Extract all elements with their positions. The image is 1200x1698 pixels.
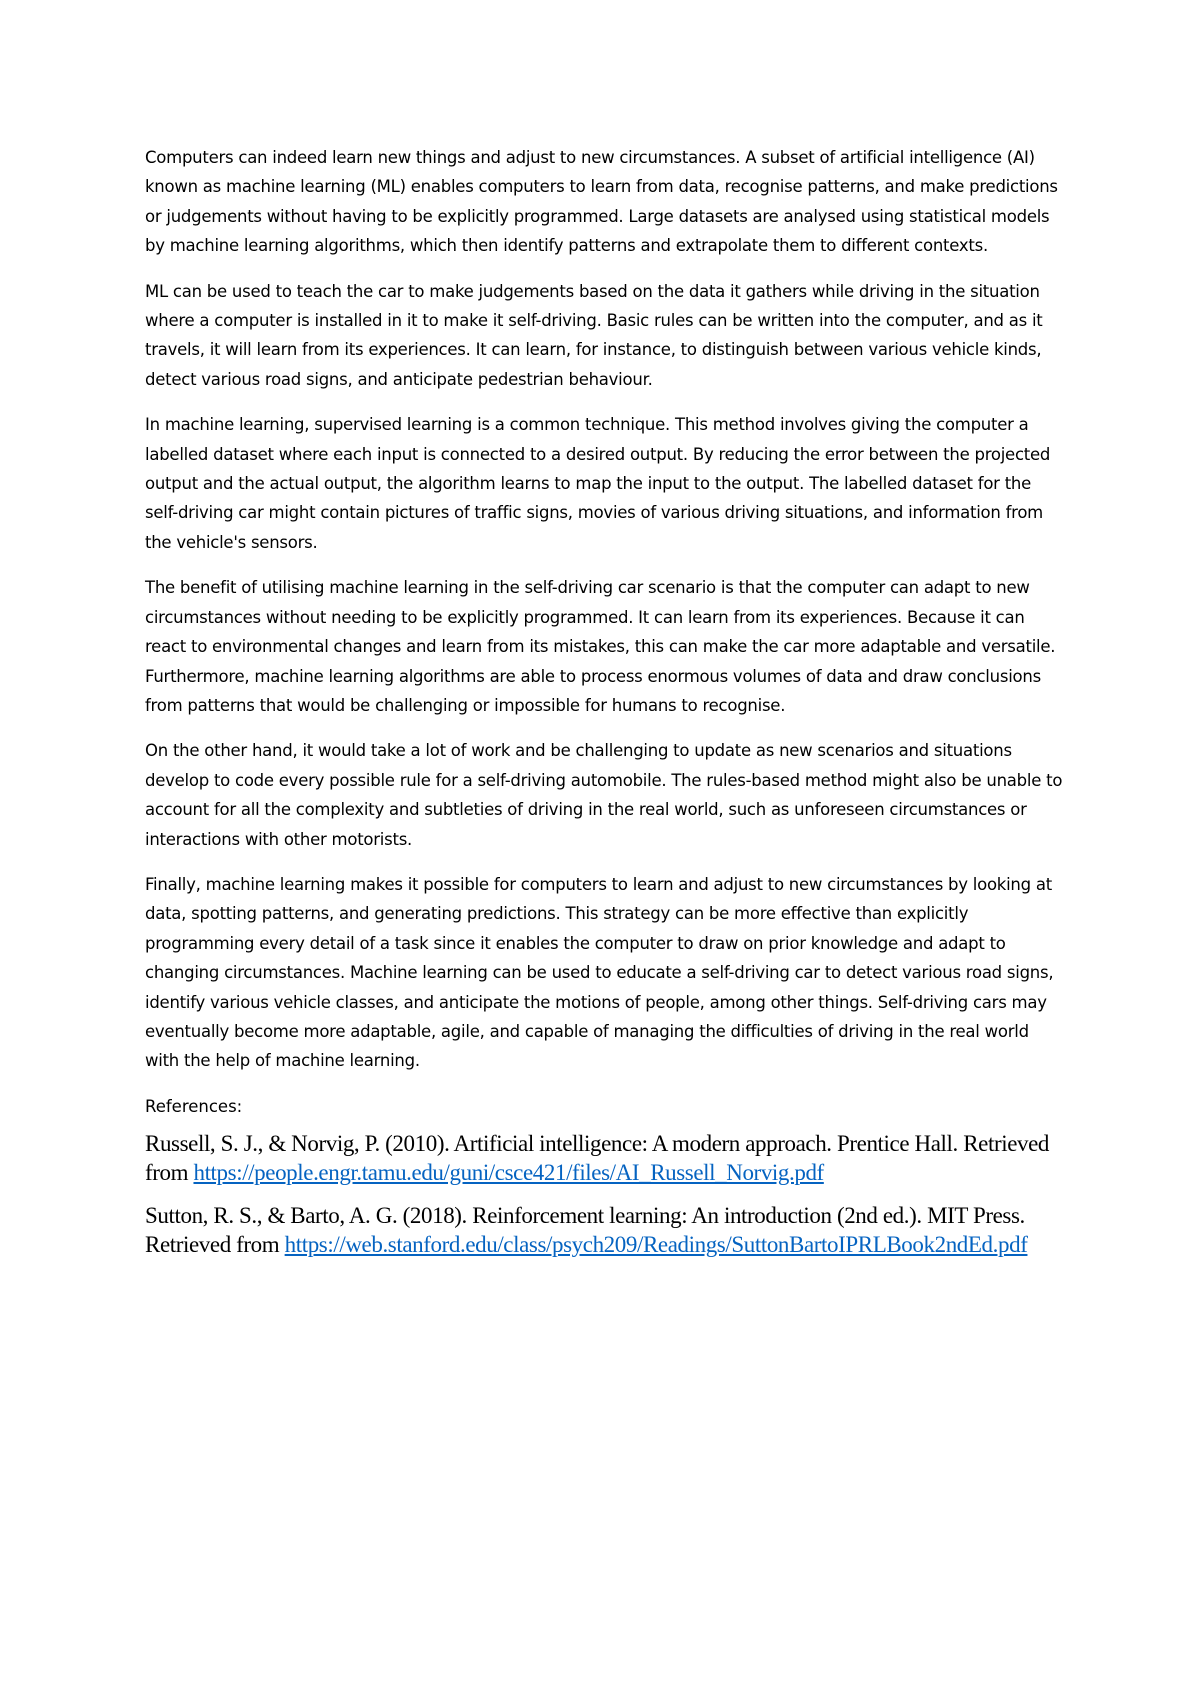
paragraph-conclusion: Finally, machine learning makes it possible for computers to learn and adjust to new circumstances by looking at data, spotting patterns, and generating predictions. This strategy can be more effective than explicitly programming every detail of a task since it enables the computer to draw on prior knowledge and adapt to changing circumstances. Machine learning can be used to educate a self-driving car to detect various road signs, identify various vehicle classes, and anticipate the motions of people, among other things. Self-driving cars may eventually become more adaptable, agile, and capable of managing the difficulties of driving in the real world with the help of machine learning. — [145, 874, 1054, 1071]
reference-item — [145, 1201, 1065, 1259]
paragraph-intro: Computers can indeed learn new things and adjust to new circumstances. A subset of artificial intelligence (AI) known as machine learning (ML) enables computers to learn from data, recognise patterns, and make predictions or judgements without having to be explicitly programmed. Large datasets are analysed using statistical models by machine learning algorithms, which then identify patterns and extrapolate them to different contexts. — [145, 148, 1058, 256]
reference-link[interactable]: https://people.engr.tamu.edu/guni/csce421/files/AI_Russell_Norvig.pdf — [193, 1159, 824, 1185]
document-body — [145, 143, 1065, 1273]
reference-text: Sutton, R. S., & Barto, A. G. (2018). Reinforcement learning: An introduction (2nd ed.). MIT Press. Retrieved from — [145, 1202, 1025, 1257]
reference-text: Russell, S. J., & Norvig, P. (2010). Artificial intelligence: A modern approach. Prentice Hall. Retrieved from — [145, 1130, 1050, 1185]
references-heading: References: — [145, 1096, 243, 1116]
reference-item — [145, 1129, 1065, 1187]
reference-link[interactable]: https://web.stanford.edu/class/psych209/Readings/SuttonBartoIPRLBook2ndEd.pdf — [284, 1231, 1028, 1257]
paragraph-rules-based: On the other hand, it would take a lot of work and be challenging to update as new scenarios and situations develop to code every possible rule for a self-driving automobile. The rules-based method might also be unable to account for all the complexity and subtleties of driving in the real world, such as unforeseen circumstances or interactions with other motorists. — [145, 741, 1063, 849]
paragraph-supervised-learning: In machine learning, supervised learning is a common technique. This method involves giving the computer a labelled dataset where each input is connected to a desired output. By reducing the error between the projected output and the actual output, the algorithm learns to map the input to the output. The labelled dataset for the self-driving car might contain pictures of traffic signs, movies of various driving situations, and information from the vehicle's sensors. — [145, 415, 1051, 552]
paragraph-self-driving-ml: ML can be used to teach the car to make judgements based on the data it gathers while driving in the situation where a computer is installed in it to make it self-driving. Basic rules can be written into the computer, and as it travels, it will learn from its experiences. It can learn, for instance, to distinguish between various vehicle kinds, detect various road signs, and anticipate pedestrian behaviour. — [145, 281, 1043, 389]
paragraph-benefits: The benefit of utilising machine learning in the self-driving car scenario is that the computer can adapt to new circumstances without needing to be explicitly programmed. It can learn from its experiences. Because it can react to environmental changes and learn from its mistakes, this can make the car more adaptable and versatile. Furthermore, machine learning algorithms are able to process enormous volumes of data and draw conclusions from patterns that would be challenging or impossible for humans to recognise. — [145, 578, 1056, 715]
